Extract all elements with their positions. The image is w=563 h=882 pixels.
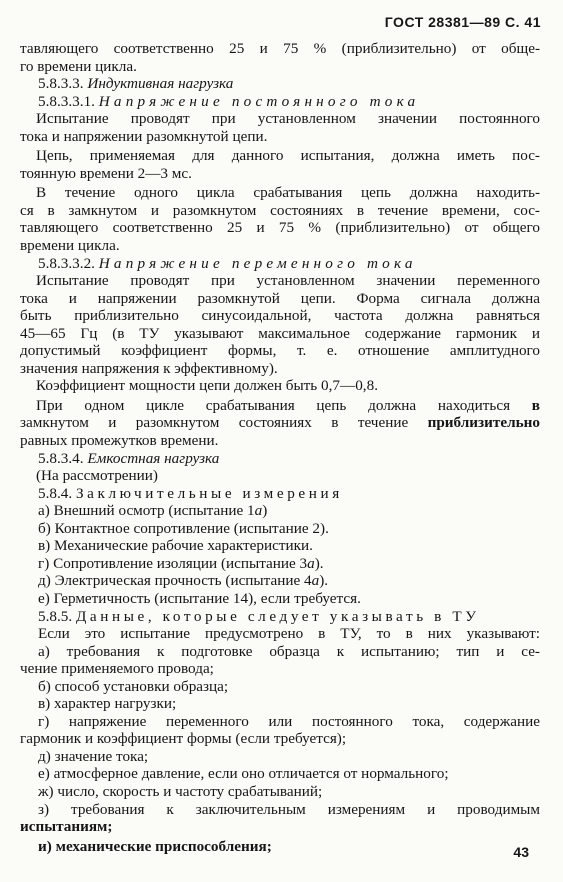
list-item: е) Герметичность (испытание 14), если требуется. [38,589,361,607]
text-line: 45—65 Гц (в ТУ указывают максимальное содержание гармоник и [20,324,540,342]
list-item: б) Контактное сопротивление (испытание 2). [38,519,329,537]
text-line [20,397,540,415]
page-header: ГОСТ 28381—89 С. 41 [384,14,541,30]
text-line: Цепь, применяемая для данного испытания, должна иметь пос- [36,147,540,165]
text-span: а [307,554,315,572]
text-line: быть приблизительно синусоидальной, частота должна равняться [20,307,540,325]
section-title: Данные, которые следует указывать в ТУ [75,607,480,625]
document-body [20,40,540,855]
section-title: Емкостная нагрузка [87,449,220,467]
section-heading-5-8-5 [20,608,540,626]
text-line: тока и напряжении разомкнутой цепи. Форма сигнала должна [20,289,540,307]
text-span: ). [319,572,329,590]
text-line: времени цикла. [20,237,120,255]
text-span: а [254,502,263,520]
list-item [20,572,540,590]
section-number: 5.8.3.3. [38,75,88,93]
text-span: а) Внешний осмотр (испытание 1 [38,502,255,520]
list-item: в) характер нагрузки; [38,695,177,713]
text-line: Испытание проводят при установленном значении постоянного [36,110,540,128]
text-line: тоянную времени 2—3 мс. [20,164,192,182]
text-line: тавляющего соответственно 25 и 75 % (приблизительно) от обще- [20,40,540,57]
text-line: Если это испытание предусмотрено в ТУ, то в них указывают: [38,625,540,643]
list-item [20,555,540,573]
text-span: в [531,396,540,414]
text-line: чение применяемого провода; [20,660,214,678]
section-number: 5.8.4. [38,484,76,502]
text-span: ) [262,502,268,520]
section-title: Заключительные измерения [75,484,343,502]
section-heading-5-8-3-3-2 [20,255,540,273]
list-item: д) значение тока; [38,747,149,765]
text-line: Коэффициент мощности цепи должен быть 0,7—0,8. [36,377,378,395]
text-span: ). [314,554,324,572]
section-number: 5.8.3.3.2. [38,254,99,272]
section-number: 5.8.3.3.1. [38,92,99,110]
text-line: гармоник и коэффициент формы (если требуется); [20,730,347,748]
section-title: Напряжение постоянного тока [98,92,420,110]
section-number: 5.8.3.4. [38,449,88,467]
section-title: Напряжение переменного тока [98,254,417,272]
list-item: г) напряжение переменного или постоянного тока, содержание [38,712,540,730]
section-heading-5-8-4 [20,485,540,503]
section-heading-5-8-3-3-1 [20,93,540,111]
list-item: и) механические приспособления; [38,837,272,855]
text-line: тавляющего соответственно 25 и 75 % (приблизительно) от общего [20,219,540,237]
section-title: Индуктивная нагрузка [87,75,234,93]
text-line: Испытание проводят при установленном значении переменного [36,272,540,290]
text-span: замкнутом и разомкнутом состояниях в течение [20,414,428,432]
text-line: значения напряжения к эффективному). [20,359,278,377]
text-span: д) Электрическая прочность (испытание 4 [38,572,312,590]
text-line: ся в замкнутом и разомкнутом состояниях в течение времени, сос- [20,201,540,219]
text-line: (На рассмотрении) [36,467,158,485]
text-line: тока и напряжении разомкнутой цепи. [20,127,268,145]
page-number: 43 [513,844,529,860]
text-span: При одном цикле срабатывания цепь должна находиться [36,396,532,414]
text-span: приблизительно [427,414,540,432]
text-line [20,414,540,432]
text-line: равных промежутков времени. [20,432,219,450]
text-line: испытаниям; [20,818,113,836]
list-item: в) Механические рабочие характеристики. [38,537,313,555]
list-item: е) атмосферное давление, если оно отличается от нормального; [38,765,449,783]
list-item: ж) число, скорость и частоту срабатываний; [38,782,323,800]
text-line: В течение одного цикла срабатывания цепь должна находить- [36,184,540,202]
section-heading-5-8-3-3 [20,75,540,93]
list-item: а) требования к подготовке образца к испытанию; тип и се- [38,642,540,660]
text-span: а [311,572,320,590]
list-item [20,502,540,520]
text-span: г) Сопротивление изоляции (испытание 3 [38,554,308,572]
text-line: допустимый коэффициент формы, т. е. отношение амплитудного [20,342,540,360]
list-item: б) способ установки образца; [38,677,229,695]
text-line: го времени цикла. [20,57,137,75]
list-item: з) требования к заключительным измерениям и проводимым [38,800,540,818]
section-number: 5.8.5. [38,607,76,625]
section-heading-5-8-3-4 [20,450,540,468]
